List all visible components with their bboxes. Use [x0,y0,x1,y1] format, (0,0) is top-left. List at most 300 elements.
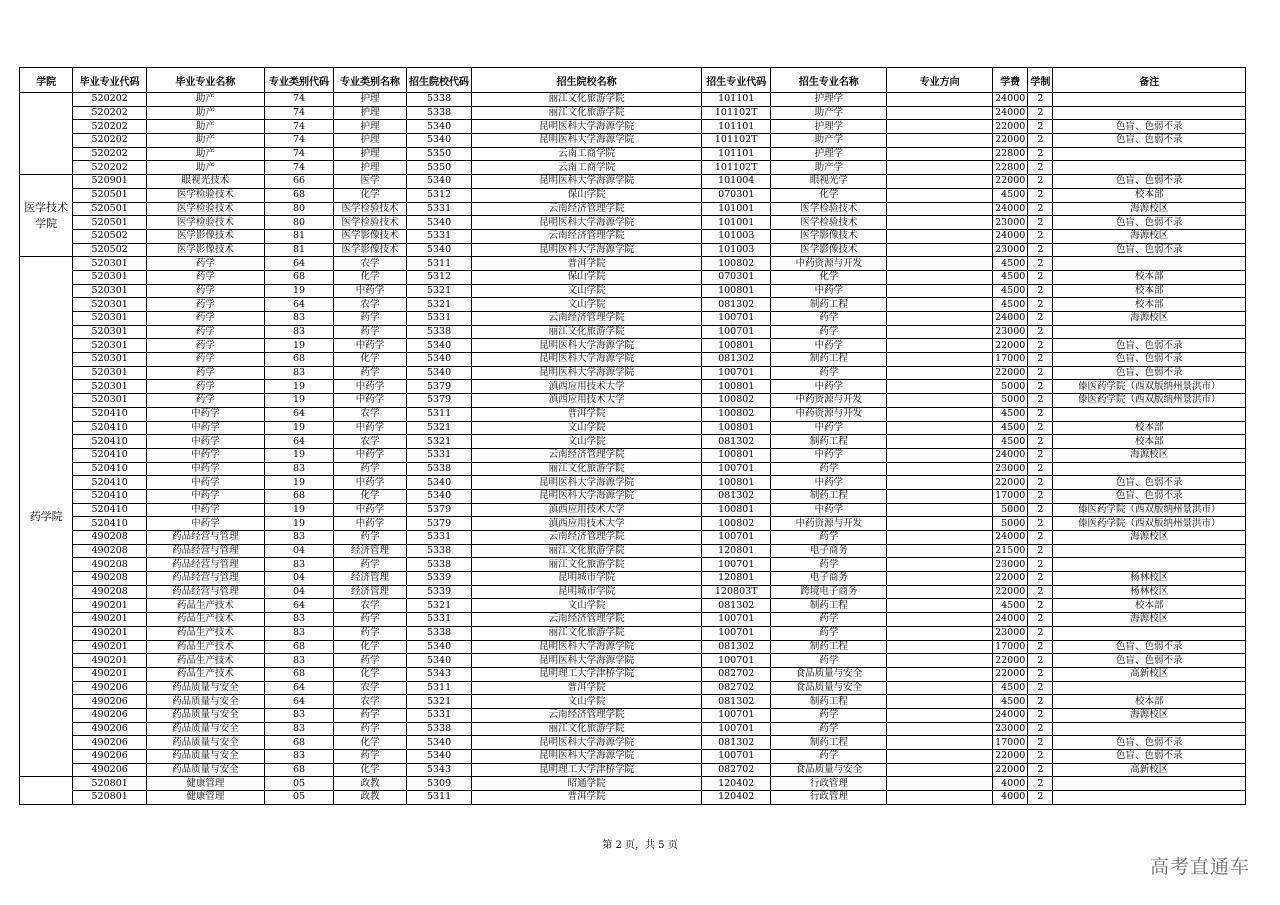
table-cell: 2 [1028,93,1053,107]
table-cell [887,298,993,312]
table-row [20,791,1246,805]
table-cell: 药学 [146,380,264,394]
table-row [20,544,1246,558]
table-cell: 色盲、色弱不录 [1053,640,1246,654]
table-cell: 520410 [73,407,147,421]
table-cell: 68 [264,489,334,503]
table-cell: 4000 [993,777,1028,791]
table-cell: 081302 [701,353,771,367]
table-cell: 昆明医科大学海源学院 [472,366,702,380]
table-cell: 2 [1028,558,1053,572]
table-cell: 2 [1028,681,1053,695]
table-cell: 22000 [993,750,1028,764]
table-cell: 22800 [993,161,1028,175]
table-cell: 19 [264,421,334,435]
table-cell: 4500 [993,681,1028,695]
table-cell: 74 [264,147,334,161]
table-cell: 丽江文化旅游学院 [472,93,702,107]
table-cell: 药学 [146,257,264,271]
table-cell: 83 [264,722,334,736]
table-cell: 昆明医科大学海源学院 [472,353,702,367]
table-cell: 490206 [73,681,147,695]
table-row [20,229,1246,243]
table-cell: 2 [1028,763,1053,777]
table-cell: 助产学 [771,161,887,175]
table-cell [887,654,993,668]
table-cell [887,708,993,722]
table-row [20,106,1246,120]
table-cell: 高新校区 [1053,667,1246,681]
table-cell: 490201 [73,599,147,613]
table-row [20,763,1246,777]
table-cell: 护理 [334,106,407,120]
table-row [20,517,1246,531]
table-cell: 5343 [406,763,471,777]
table-cell: 5331 [406,531,471,545]
table-cell: 22000 [993,120,1028,134]
table-cell: 04 [264,572,334,586]
table-cell: 药学 [146,339,264,353]
table-cell: 100801 [701,339,771,353]
table-cell: 520301 [73,257,147,271]
table-cell: 化学 [334,736,407,750]
header-remarks: 备注 [1053,68,1246,93]
table-cell: 药品经营与管理 [146,558,264,572]
table-cell: 医学检验技术 [146,216,264,230]
table-cell [1053,147,1246,161]
table-cell: 中药学 [334,517,407,531]
table-cell: 护理学 [771,120,887,134]
table-cell: 电子商务 [771,572,887,586]
table-cell: 药学 [146,366,264,380]
table-cell: 5321 [406,421,471,435]
table-cell: 490201 [73,613,147,627]
table-cell: 药品生产技术 [146,626,264,640]
table-cell: 5331 [406,229,471,243]
table-cell [1053,544,1246,558]
table-cell: 2 [1028,613,1053,627]
table-cell: 17000 [993,353,1028,367]
table-cell: 490208 [73,572,147,586]
table-cell: 校本部 [1053,421,1246,435]
table-cell: 药品生产技术 [146,599,264,613]
header-category-code: 专业类别代码 [264,68,334,93]
table-cell: 滇西应用技术大学 [472,517,702,531]
table-cell: 5321 [406,298,471,312]
table-cell: 药品经营与管理 [146,531,264,545]
table-cell [887,435,993,449]
college-cell [20,93,73,175]
table-cell: 101102T [701,134,771,148]
table-cell: 2 [1028,243,1053,257]
table-cell: 100801 [701,284,771,298]
table-row [20,626,1246,640]
table-cell: 24000 [993,202,1028,216]
table-cell: 520410 [73,435,147,449]
table-cell: 68 [264,736,334,750]
table-body [20,93,1246,805]
table-cell: 74 [264,161,334,175]
table-cell: 制药工程 [771,298,887,312]
table-cell: 校本部 [1053,695,1246,709]
table-cell [887,777,993,791]
table-cell: 制药工程 [771,435,887,449]
table-cell: 100701 [701,708,771,722]
table-cell: 中药资源与开发 [771,257,887,271]
table-cell [887,202,993,216]
table-cell: 4500 [993,284,1028,298]
table-cell: 文山学院 [472,298,702,312]
table-cell [1053,791,1246,805]
table-cell: 17000 [993,736,1028,750]
table-cell: 520202 [73,134,147,148]
table-cell: 中药学 [334,394,407,408]
table-cell: 520202 [73,161,147,175]
table-cell: 2 [1028,325,1053,339]
table-cell: 医学影像技术 [771,229,887,243]
table-cell [1053,93,1246,107]
table-cell [887,284,993,298]
table-row [20,120,1246,134]
header-tuition: 学费 [993,68,1028,93]
table-cell: 5338 [406,93,471,107]
header-row [20,68,1246,93]
table-cell [887,558,993,572]
table-cell: 100701 [701,722,771,736]
table-cell: 74 [264,120,334,134]
table-cell: 520801 [73,791,147,805]
table-cell: 助产 [146,106,264,120]
table-cell: 520501 [73,188,147,202]
table-cell: 健康管理 [146,777,264,791]
table-row [20,777,1246,791]
table-cell: 100701 [701,531,771,545]
table-cell: 101102T [701,106,771,120]
table-cell: 520410 [73,421,147,435]
table-cell: 海源校区 [1053,531,1246,545]
table-cell: 082702 [701,681,771,695]
table-cell: 药品质量与安全 [146,722,264,736]
table-cell: 22000 [993,585,1028,599]
table-cell: 520410 [73,503,147,517]
table-cell: 色盲、色弱不录 [1053,654,1246,668]
table-cell [887,175,993,189]
table-cell: 云南经济管理学院 [472,708,702,722]
table-cell [887,229,993,243]
table-cell: 100701 [701,462,771,476]
table-cell: 04 [264,544,334,558]
table-cell: 5340 [406,640,471,654]
table-cell: 药学 [771,613,887,627]
table-cell: 520202 [73,147,147,161]
table-cell: 23000 [993,243,1028,257]
table-cell: 海源校区 [1053,448,1246,462]
table-cell: 22000 [993,763,1028,777]
table-cell: 护理学 [771,147,887,161]
header-major-code: 招生专业代码 [701,68,771,93]
table-cell [887,791,993,805]
table-cell: 19 [264,517,334,531]
table-cell: 药学 [146,312,264,326]
table-cell: 5331 [406,613,471,627]
table-cell: 2 [1028,599,1053,613]
table-row [20,585,1246,599]
table-cell: 中药资源与开发 [771,517,887,531]
table-cell: 助产学 [771,106,887,120]
table-cell: 520301 [73,312,147,326]
table-cell: 490201 [73,640,147,654]
table-row [20,202,1246,216]
table-cell: 23000 [993,325,1028,339]
table-cell: 药学 [771,312,887,326]
table-cell: 化学 [334,188,407,202]
table-cell: 药品质量与安全 [146,763,264,777]
table-cell: 520410 [73,476,147,490]
table-cell [887,394,993,408]
table-cell [887,134,993,148]
table-row [20,613,1246,627]
table-cell: 中药学 [771,476,887,490]
college-cell: 医学技术学院 [20,175,73,257]
table-cell: 100801 [701,476,771,490]
table-cell [887,667,993,681]
table-cell: 19 [264,284,334,298]
table-cell: 云南经济管理学院 [472,531,702,545]
table-cell: 5339 [406,585,471,599]
table-cell: 5331 [406,202,471,216]
table-cell: 2 [1028,257,1053,271]
table-cell: 070301 [701,270,771,284]
table-cell: 100701 [701,750,771,764]
table-cell: 云南经济管理学院 [472,202,702,216]
table-cell [887,736,993,750]
table-cell: 520301 [73,366,147,380]
table-cell: 4500 [993,599,1028,613]
table-cell: 中药学 [771,339,887,353]
table-cell: 助产 [146,161,264,175]
table-cell: 83 [264,558,334,572]
table-cell: 490201 [73,654,147,668]
table-cell: 082702 [701,667,771,681]
table-cell: 5350 [406,161,471,175]
table-cell: 政教 [334,791,407,805]
table-cell: 中药学 [146,407,264,421]
table-cell: 校本部 [1053,270,1246,284]
table-cell: 2 [1028,134,1053,148]
table-cell: 护理 [334,147,407,161]
table-cell: 83 [264,366,334,380]
table-cell: 80 [264,216,334,230]
header-grad-major-code: 毕业专业代码 [73,68,147,93]
table-cell [887,270,993,284]
table-cell: 2 [1028,120,1053,134]
table-cell [887,106,993,120]
table-cell [887,339,993,353]
table-cell: 24000 [993,613,1028,627]
table-row [20,243,1246,257]
table-cell: 傣医药学院（西双版纳州景洪市） [1053,517,1246,531]
table-cell: 助产 [146,134,264,148]
table-cell: 520301 [73,353,147,367]
table-row [20,325,1246,339]
table-cell [887,312,993,326]
table-cell: 5000 [993,380,1028,394]
table-cell: 昭通学院 [472,777,702,791]
header-category-name: 专业类别名称 [334,68,407,93]
table-cell: 色盲、色弱不录 [1053,366,1246,380]
table-cell: 490206 [73,736,147,750]
table-cell: 5321 [406,435,471,449]
table-cell [1053,407,1246,421]
table-cell: 5338 [406,462,471,476]
table-cell: 昆明城市学院 [472,585,702,599]
table-row [20,270,1246,284]
table-cell: 昆明医科大学海源学院 [472,339,702,353]
table-cell: 520301 [73,284,147,298]
table-cell: 药学 [334,325,407,339]
table-cell [887,763,993,777]
table-cell: 滇西应用技术大学 [472,503,702,517]
table-cell: 护理 [334,120,407,134]
table-cell: 2 [1028,421,1053,435]
table-cell: 中药学 [334,448,407,462]
table-cell: 校本部 [1053,599,1246,613]
table-cell: 丽江文化旅游学院 [472,544,702,558]
table-cell: 4500 [993,298,1028,312]
table-cell: 490206 [73,763,147,777]
table-cell: 普洱学院 [472,257,702,271]
table-cell: 色盲、色弱不录 [1053,339,1246,353]
table-row [20,599,1246,613]
table-cell: 药学 [146,325,264,339]
table-cell [887,544,993,558]
table-cell: 2 [1028,298,1053,312]
table-cell: 药品质量与安全 [146,750,264,764]
table-cell: 22000 [993,175,1028,189]
table-cell: 17000 [993,489,1028,503]
table-row [20,175,1246,189]
table-cell: 经济管理 [334,585,407,599]
table-cell: 2 [1028,544,1053,558]
table-cell: 药学 [334,654,407,668]
table-cell: 22000 [993,572,1028,586]
table-cell: 2 [1028,270,1053,284]
table-cell: 中药学 [146,462,264,476]
table-cell: 药学 [146,353,264,367]
table-cell: 520410 [73,448,147,462]
table-cell: 83 [264,312,334,326]
table-cell: 文山学院 [472,421,702,435]
table-cell: 医学影像技术 [146,229,264,243]
table-cell: 药学 [146,270,264,284]
table-cell: 农学 [334,407,407,421]
table-cell [887,161,993,175]
table-cell: 19 [264,380,334,394]
table-cell: 中药学 [146,489,264,503]
table-cell [887,462,993,476]
table-cell: 2 [1028,489,1053,503]
table-cell: 药学 [771,462,887,476]
table-cell: 5379 [406,380,471,394]
table-cell: 19 [264,339,334,353]
table-cell [887,531,993,545]
table-cell: 中药学 [334,380,407,394]
table-cell: 83 [264,750,334,764]
table-cell: 83 [264,708,334,722]
table-row [20,654,1246,668]
table-row [20,708,1246,722]
table-cell: 5340 [406,366,471,380]
table-cell: 中药学 [771,284,887,298]
table-cell: 制药工程 [771,599,887,613]
table-cell: 2 [1028,353,1053,367]
table-cell: 眼视光技术 [146,175,264,189]
table-cell: 68 [264,667,334,681]
table-cell: 海源校区 [1053,202,1246,216]
table-cell: 81 [264,243,334,257]
table-cell: 24000 [993,708,1028,722]
table-cell: 100801 [701,503,771,517]
table-cell: 药品生产技术 [146,667,264,681]
table-cell: 2 [1028,462,1053,476]
table-cell: 行政管理 [771,791,887,805]
table-cell [887,489,993,503]
table-cell: 101101 [701,120,771,134]
table-cell: 81 [264,229,334,243]
table-cell: 520202 [73,120,147,134]
table-row [20,188,1246,202]
table-row [20,93,1246,107]
table-cell: 云南经济管理学院 [472,448,702,462]
table-cell: 081302 [701,489,771,503]
table-cell: 5311 [406,407,471,421]
table-cell [1053,626,1246,640]
table-cell: 5311 [406,791,471,805]
table-cell: 83 [264,325,334,339]
table-row [20,147,1246,161]
table-cell: 丽江文化旅游学院 [472,462,702,476]
table-cell: 5340 [406,243,471,257]
table-cell: 2 [1028,736,1053,750]
table-cell: 药学 [771,325,887,339]
table-cell: 5338 [406,626,471,640]
table-cell: 24000 [993,93,1028,107]
table-cell: 昆明医科大学海源学院 [472,489,702,503]
table-cell: 普洱学院 [472,791,702,805]
table-cell: 5312 [406,270,471,284]
table-cell: 药学 [771,366,887,380]
table-cell: 色盲、色弱不录 [1053,750,1246,764]
table-cell: 海源校区 [1053,312,1246,326]
college-cell: 药学院 [20,257,73,777]
table-cell: 丽江文化旅游学院 [472,558,702,572]
table-cell: 药品生产技术 [146,613,264,627]
table-cell: 昆明理工大学津桥学院 [472,763,702,777]
table-row [20,407,1246,421]
table-row [20,339,1246,353]
table-cell: 药品经营与管理 [146,585,264,599]
table-cell: 5340 [406,476,471,490]
table-cell: 74 [264,106,334,120]
table-cell: 100701 [701,366,771,380]
header-grad-major-name: 毕业专业名称 [146,68,264,93]
table-cell [887,257,993,271]
table-row [20,298,1246,312]
table-cell: 4500 [993,407,1028,421]
college-cell [20,777,73,804]
table-cell: 医学影像技术 [334,243,407,257]
table-cell: 2 [1028,667,1053,681]
